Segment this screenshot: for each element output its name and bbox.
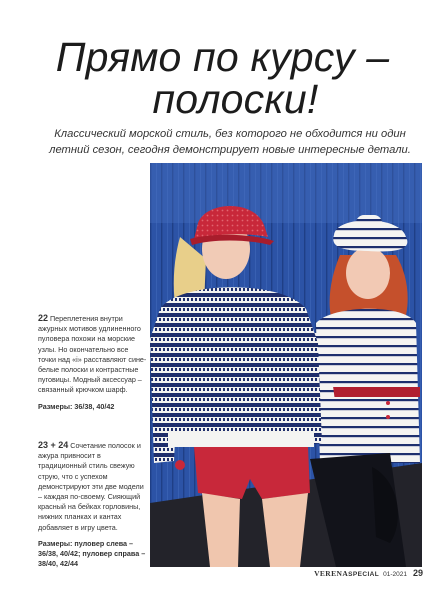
item-22-caption [38, 313, 148, 412]
page-number: 29 [412, 568, 423, 578]
headline-line-1: Прямо по курсу – [55, 34, 390, 80]
item-23-24-sizes: Размеры: пуловер слева – 36/38, 40/42; пуловер справа – 38/40, 42/44 [38, 538, 146, 569]
item-23-24-caption [38, 440, 148, 569]
item-22-number: 22 [38, 313, 49, 323]
magazine-brand [314, 569, 379, 578]
item-23-24-description: Сочетание полосок и ажура привносит в традиционный стиль свежую струю, что с успехом демонстрируют эти две модели – каждая по-своему. Сияющий красный на бейках горловины, нижних планках и кантах добавляет в игру цвета. [38, 441, 144, 532]
issue-number: 01-2021 [383, 571, 407, 578]
headline [20, 36, 425, 120]
item-22-text [38, 313, 148, 396]
item-23-24-text [38, 440, 148, 533]
item-22-description: Переплетения внутри ажурных мотивов удлиненного пуловера похожи на морские узлы. Но окончательно все точки над «i» расставляют сине-белые полоски и контрастные пуговицы. Модный аксессуар – связанный крючком шарф. [38, 314, 147, 395]
item-22-sizes: Размеры: 36/38, 40/42 [38, 401, 115, 411]
photo-illustration [150, 163, 422, 567]
page-footer [314, 568, 423, 578]
fashion-photo [150, 163, 422, 567]
headline-line-2: полоски! [152, 76, 319, 122]
brand-name: VERENA [314, 569, 349, 578]
lead-paragraph: Классический морской стиль, без которого не обходится ни один летний сезон, сегодня демонстрирует новые интересные детали. [49, 128, 411, 156]
item-23-24-number: 23 + 24 [38, 440, 69, 450]
brand-special: SPECIAL [348, 571, 380, 578]
